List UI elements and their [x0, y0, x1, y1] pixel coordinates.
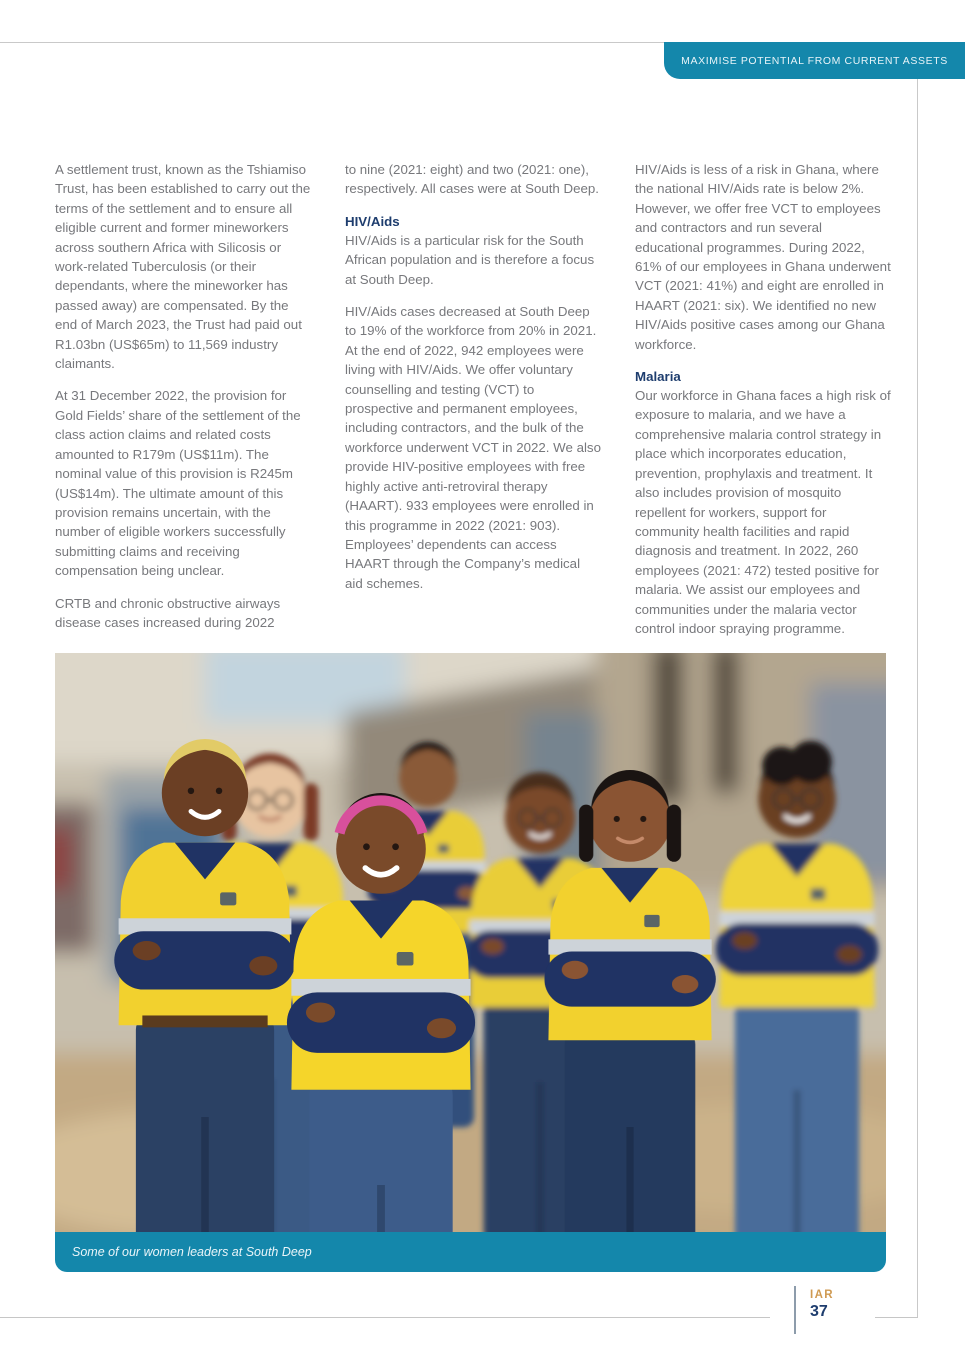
- paragraph: HIV/Aids is less of a risk in Ghana, where the national HIV/Aids rate is below 2%. However, we offer free VCT to employees and contractors and run several educational programmes. During 2022, 61% of our employees in Ghana underwent VCT (2021: 41%) and eight are enrolled in HAART (2021: six). We identified no new HIV/Aids positive cases among our Ghana workforce.: [635, 162, 891, 352]
- photo-caption: Some of our women leaders at South Deep: [72, 1245, 312, 1259]
- column-2: [345, 160, 601, 651]
- section-banner: [664, 42, 965, 79]
- footer-divider: [794, 1286, 796, 1334]
- heading-malaria: Malaria: [635, 369, 681, 385]
- page-number: 37: [810, 1303, 828, 1320]
- heading-hiv-aids: HIV/Aids: [345, 213, 400, 229]
- photo-caption-bar: [55, 1232, 886, 1272]
- column-1: [55, 160, 311, 651]
- right-page-border: [917, 79, 918, 1318]
- paragraph: CRTB and chronic obstructive airways disease cases increased during 2022: [55, 595, 281, 630]
- paragraph: HIV/Aids is a particular risk for the South African population and is therefore a focus at South Deep.: [345, 232, 595, 287]
- paragraph: Our workforce in Ghana faces a high risk of exposure to malaria, and we have a comprehensive malaria control strategy in place which incorporates education, prevention, prophylaxis and treatment. It also includes provision of mosquito repellent for workers, support for community health facilities and rapid diagnosis and treatment. In 2022, 260 employees (2021: 472) tested positive for malaria. We assist our employees and communities under the malaria vector control indoor spraying programme.: [635, 388, 891, 636]
- photo-women-leaders: [55, 653, 886, 1232]
- paragraph: HIV/Aids cases decreased at South Deep to 19% of the workforce from 20% in 2021. At the end of 2022, 942 employees were living with HIV/Aids. We offer voluntary counselling and testing (VCT) to prospective and permanent employees, including contractors, and the bulk of the workforce underwent VCT in 2022. We also provide HIV-positive employees with free highly active anti-retroviral therapy (HAART). 933 employees were enrolled in this programme in 2022 (2021: 903). Employees’ dependents can access HAART through the Company’s medical aid schemes.: [345, 304, 601, 591]
- footer-rule-right: [875, 1317, 918, 1318]
- front-row-workers: [114, 739, 715, 1232]
- report-label: IAR: [810, 1289, 835, 1301]
- paragraph: to nine (2021: eight) and two (2021: one), respectively. All cases were at South Deep.: [345, 162, 599, 197]
- paragraph: A settlement trust, known as the Tshiamiso Trust, has been established to carry out the terms of the settlement and to ensure all eligible current and former mineworkers across southern Africa with Silicosis or work-related Tuberculosis (or their dependants, where the mineworker has passed away) are compensated. By the end of March 2023, the Trust had paid out R1.03bn (US$65m) to 11,569 industry claimants.: [55, 162, 311, 372]
- paragraph: At 31 December 2022, the provision for Gold Fields’ share of the settlement of the class action claims and related costs amounted to R179m (US$11m). The nominal value of this provision is R245m (US$14m). The ultimate amount of this provision remains uncertain, with the number of eligible workers successfully submitting claims and receiving compensation being unclear.: [55, 388, 301, 579]
- column-3: [635, 160, 891, 651]
- footer-rule-left: [0, 1317, 770, 1318]
- section-banner-label: MAXIMISE POTENTIAL FROM CURRENT ASSETS: [681, 54, 948, 67]
- body-columns: [55, 160, 891, 651]
- women-leaders-illustration: [55, 653, 886, 1232]
